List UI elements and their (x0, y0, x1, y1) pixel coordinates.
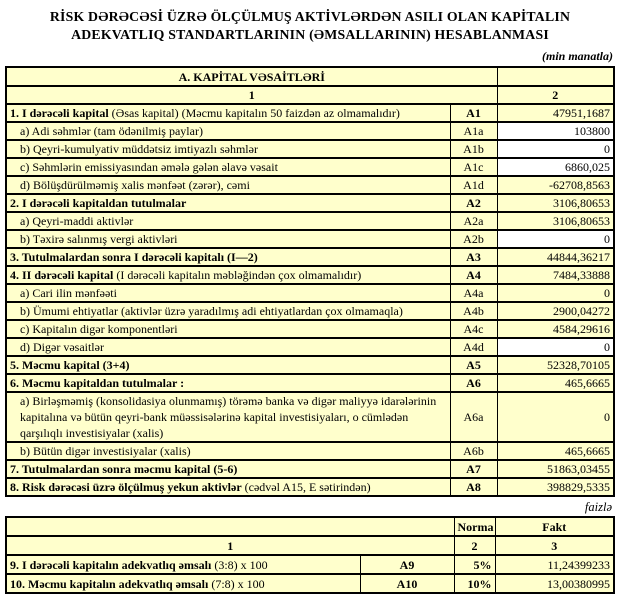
row-value: 47951,1687 (497, 104, 614, 122)
section-header: A. KAPİTAL VƏSAİTLƏRİ (6, 67, 497, 86)
row-value: 44844,36217 (497, 248, 614, 266)
row-code: A8 (450, 478, 497, 496)
row-label: a) Qeyri-maddi aktivlər (6, 212, 450, 230)
row-code: A10 (360, 574, 454, 593)
row-code: A5 (450, 356, 497, 374)
ratio-column-number-row (6, 536, 614, 555)
row-value: 52328,70105 (497, 356, 614, 374)
row-value: 0 (497, 338, 614, 356)
row-label: 8. Risk dərəcəsi üzrə ölçülmuş yekun aktivlər (cədvəl A15, E sətirindən) (6, 478, 450, 496)
title-line-1: RİSK DƏRƏCƏSİ ÜZRƏ ÖLÇÜLMUŞ AKTİVLƏRDƏN ASILI OLAN KAPİTALIN (49, 9, 571, 24)
ratio-header-empty-cell (6, 517, 454, 536)
row-label: c) Səhmlərin emissiyasından əmələ gələn əlavə vəsait (6, 158, 450, 176)
table-row (6, 248, 614, 266)
row-value: 103800 (497, 122, 614, 140)
row-code: A2a (450, 212, 497, 230)
table-row (6, 158, 614, 176)
table-row (6, 374, 614, 392)
section-header-empty-cell (497, 67, 614, 86)
table-row (6, 574, 614, 593)
row-norma-value: 10% (454, 574, 495, 593)
ratio-header-row (6, 517, 614, 536)
table-row (6, 140, 614, 158)
row-code: A4d (450, 338, 497, 356)
row-code: A4a (450, 284, 497, 302)
row-code: A1 (450, 104, 497, 122)
row-value: 0 (497, 140, 614, 158)
row-label: 3. Tutulmalardan sonra I dərəcəli kapitalı (I—2) (6, 248, 450, 266)
ratio-table-body (6, 555, 614, 593)
row-value: 6860,025 (497, 158, 614, 176)
table-row (6, 320, 614, 338)
row-fakt-value: 11,24399233 (495, 555, 614, 574)
row-code: A4 (450, 266, 497, 284)
report-title (0, 8, 620, 44)
row-code: A3 (450, 248, 497, 266)
table-row (6, 478, 614, 496)
row-label: b) Təxirə salınmış vergi aktivləri (6, 230, 450, 248)
row-label: b) Qeyri-kumulyativ müddətsiz imtiyazlı səhmlər (6, 140, 450, 158)
row-label: 2. I dərəcəli kapitaldan tutulmalar (6, 194, 450, 212)
row-value: 0 (497, 230, 614, 248)
row-code: A6a (450, 392, 497, 442)
table-row (6, 104, 614, 122)
percent-note: faizlə (584, 500, 612, 514)
fakt-header: Fakt (495, 517, 614, 536)
row-value: 51863,03455 (497, 460, 614, 478)
row-code: A6b (450, 442, 497, 460)
table-row (6, 266, 614, 284)
row-fakt-value: 13,00380995 (495, 574, 614, 593)
table-row (6, 176, 614, 194)
ratio-column-number-1: 1 (6, 536, 454, 555)
row-value: 3106,80653 (497, 212, 614, 230)
row-code: A7 (450, 460, 497, 478)
unit-note: (min manatla) (541, 49, 613, 63)
row-label: d) Bölüşdürülməmiş xalis mənfəət (zərər), cəmi (6, 176, 450, 194)
row-value: 7484,33888 (497, 266, 614, 284)
ratio-column-number-3: 3 (495, 536, 614, 555)
column-number-1: 1 (6, 86, 497, 104)
row-code: A1c (450, 158, 497, 176)
row-label: 5. Məcmu kapital (3+4) (6, 356, 450, 374)
row-label: 1. I dərəcəli kapital (Əsas kapital) (Məcmu kapitalın 50 faizdən az olmamalıdır) (6, 104, 450, 122)
ratio-table (5, 516, 615, 594)
row-value: 398829,5335 (497, 478, 614, 496)
row-label: d) Digər vəsaitlər (6, 338, 450, 356)
row-label: a) Birləşməmiş (konsolidasiya olunmamış) törəmə banka və digər maliyyə idarələrinin kapitalına və bütün qeyri-bank müəssisələrinə kapital investisiyaları, o cümlədən qarşılıqlı investisiyalar (xalis) (6, 392, 450, 442)
row-code: A2 (450, 194, 497, 212)
row-norma-value: 5% (454, 555, 495, 574)
row-value: -62708,8563 (497, 176, 614, 194)
report-page (0, 8, 620, 611)
row-label: a) Cari ilin mənfəəti (6, 284, 450, 302)
row-label: 9. I dərəcəli kapitalın adekvatlıq əmsalı (3:8) x 100 (6, 555, 360, 574)
row-value: 0 (497, 284, 614, 302)
row-code: A4c (450, 320, 497, 338)
row-value: 2900,04272 (497, 302, 614, 320)
table-row (6, 230, 614, 248)
title-line-2: ADEKVATLIQ STANDARTLARININ (ƏMSALLARININ) HESABLANMASI (71, 27, 549, 42)
table-row (6, 212, 614, 230)
capital-table (5, 66, 615, 497)
table-row (6, 392, 614, 442)
row-label: 4. II dərəcəli kapital (I dərəcəli kapitalın məbləğindən çox olmamalıdır) (6, 266, 450, 284)
row-label: 6. Məcmu kapitaldan tutulmalar : (6, 374, 450, 392)
capital-table-body (6, 104, 614, 496)
norma-header: Norma (454, 517, 495, 536)
row-label: 7. Tutulmalardan sonra məcmu kapital (5-6) (6, 460, 450, 478)
row-value: 465,6665 (497, 374, 614, 392)
row-code: A2b (450, 230, 497, 248)
column-number-row (6, 86, 614, 104)
row-label: b) Ümumi ehtiyatlar (aktivlər üzrə yaradılmış adi ehtiyatlardan çox olmamaqla) (6, 302, 450, 320)
ratio-column-number-2: 2 (454, 536, 495, 555)
row-label: c) Kapitalın digər komponentləri (6, 320, 450, 338)
table-row (6, 284, 614, 302)
row-value: 4584,29616 (497, 320, 614, 338)
table-row (6, 555, 614, 574)
table-row (6, 442, 614, 460)
row-label: a) Adi səhmlər (tam ödənilmiş paylar) (6, 122, 450, 140)
row-value: 465,6665 (497, 442, 614, 460)
row-value: 0 (497, 392, 614, 442)
row-value: 3106,80653 (497, 194, 614, 212)
column-number-2: 2 (497, 86, 614, 104)
table-row (6, 194, 614, 212)
row-label: 10. Məcmu kapitalın adekvatlıq əmsalı (7:8) x 100 (6, 574, 360, 593)
table-row (6, 460, 614, 478)
row-code: A4b (450, 302, 497, 320)
row-code: A1a (450, 122, 497, 140)
table-row (6, 302, 614, 320)
row-label: b) Bütün digər investisiyalar (xalis) (6, 442, 450, 460)
table-row (6, 122, 614, 140)
row-code: A9 (360, 555, 454, 574)
row-code: A1b (450, 140, 497, 158)
row-code: A6 (450, 374, 497, 392)
section-header-row (6, 67, 614, 86)
table-row (6, 338, 614, 356)
row-code: A1d (450, 176, 497, 194)
table-row (6, 356, 614, 374)
